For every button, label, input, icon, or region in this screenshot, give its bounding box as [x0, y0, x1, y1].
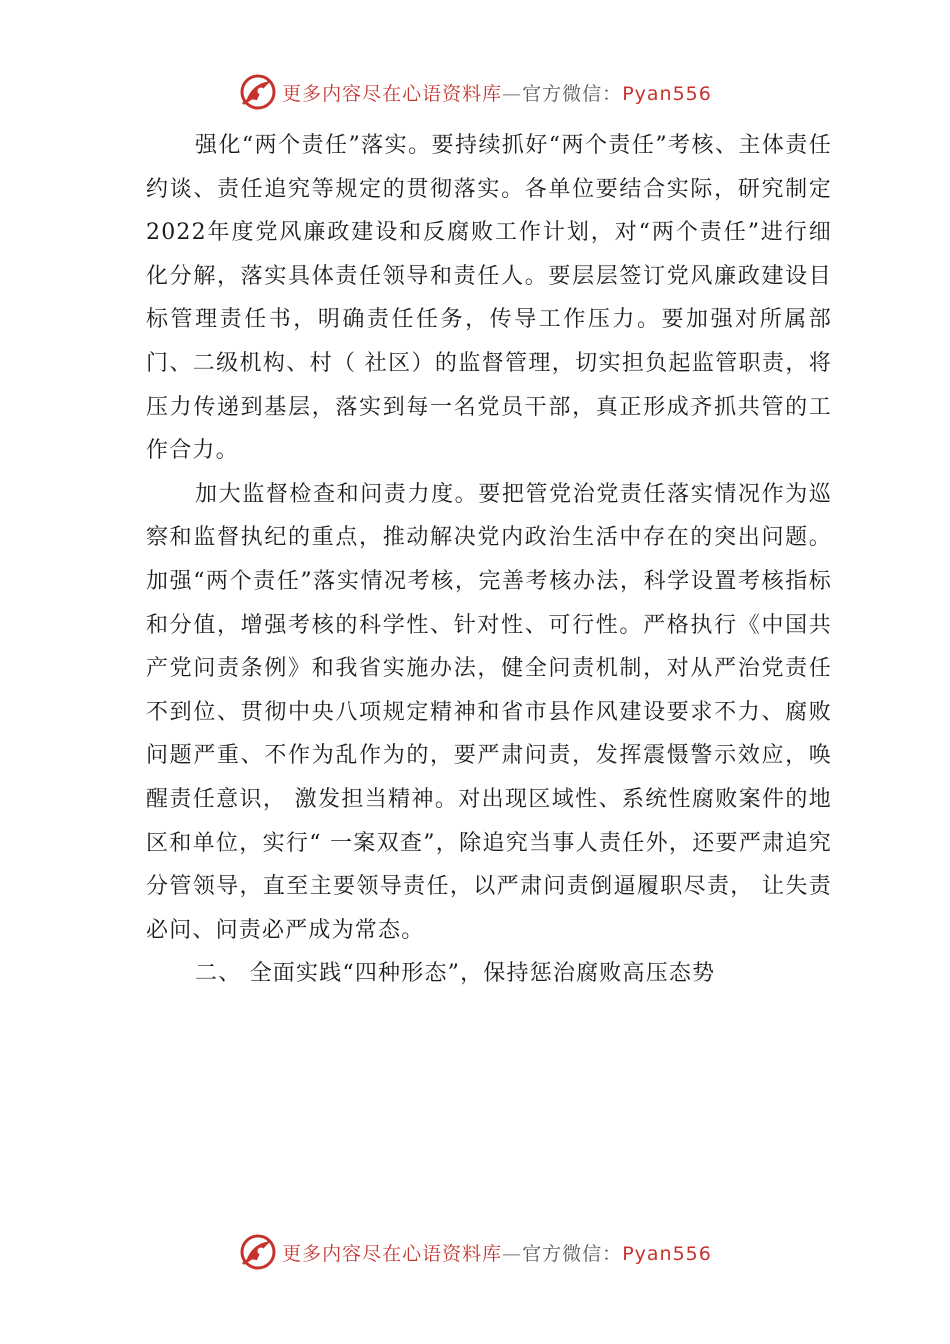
banner-text: [282, 1239, 712, 1266]
document-body: [146, 124, 832, 996]
banner-main-text: 更多内容尽在心语资料库: [282, 1242, 503, 1265]
banner-separator: —: [502, 1242, 523, 1265]
banner-wechat-id: Pyan556: [622, 82, 712, 105]
footer-banner: [0, 1230, 950, 1274]
brand-logo-icon: [238, 1232, 278, 1272]
paragraph: 加大监督检查和问责力度。要把管党治党责任落实情况作为巡察和监督执纪的重点，推动解决党内政治生活中存在的突出问题。加强“两个责任”落实情况考核，完善考核办法，科学设置考核指标和分值，增强考核的科学性、针对性、可行性。严格执行《中国共产党问责条例》和我省实施办法，健全问责机制，对从严治党责任不到位、贯彻中央八项规定精神和省市县作风建设要求不力、腐败问题严重、不作为乱作为的，要严肃问责，发挥震慑警示效应，唤醒责任意识， 激发担当精神。对出现区域性、系统性腐败案件的地区和单位，实行“ 一案双查”，除追究当事人责任外，还要严肃追究分管领导，直至主要领导责任，以严肃问责倒逼履职尽责， 让失责必问、问责必严成为常态。: [146, 481, 832, 943]
banner-main-text: 更多内容尽在心语资料库: [282, 82, 503, 105]
brand-logo-icon: [238, 72, 278, 112]
banner-wechat-id: Pyan556: [622, 1242, 712, 1265]
banner-label: 官方微信：: [522, 1242, 623, 1265]
header-banner: [0, 70, 950, 114]
banner-separator: —: [502, 82, 523, 105]
section-heading: 二、 全面实践“四种形态”，保持惩治腐败高压态势: [195, 961, 716, 987]
paragraph: 强化“两个责任”落实。要持续抓好“两个责任”考核、主体责任约谈、责任追究等规定的贯彻落实。各单位要结合实际，研究制定2022年度党风廉政建设和反腐败工作计划，对“两个责任”进行细化分解，落实具体责任领导和责任人。要层层签订党风廉政建设目标管理责任书，明确责任任务，传导工作压力。要加强对所属部门、二级机构、村（ 社区）的监督管理，切实担负起监管职责，将压力传递到基层，落实到每一名党员干部，真正形成齐抓共管的工作合力。: [146, 133, 832, 464]
banner-text: [282, 79, 712, 106]
banner-label: 官方微信：: [522, 82, 623, 105]
